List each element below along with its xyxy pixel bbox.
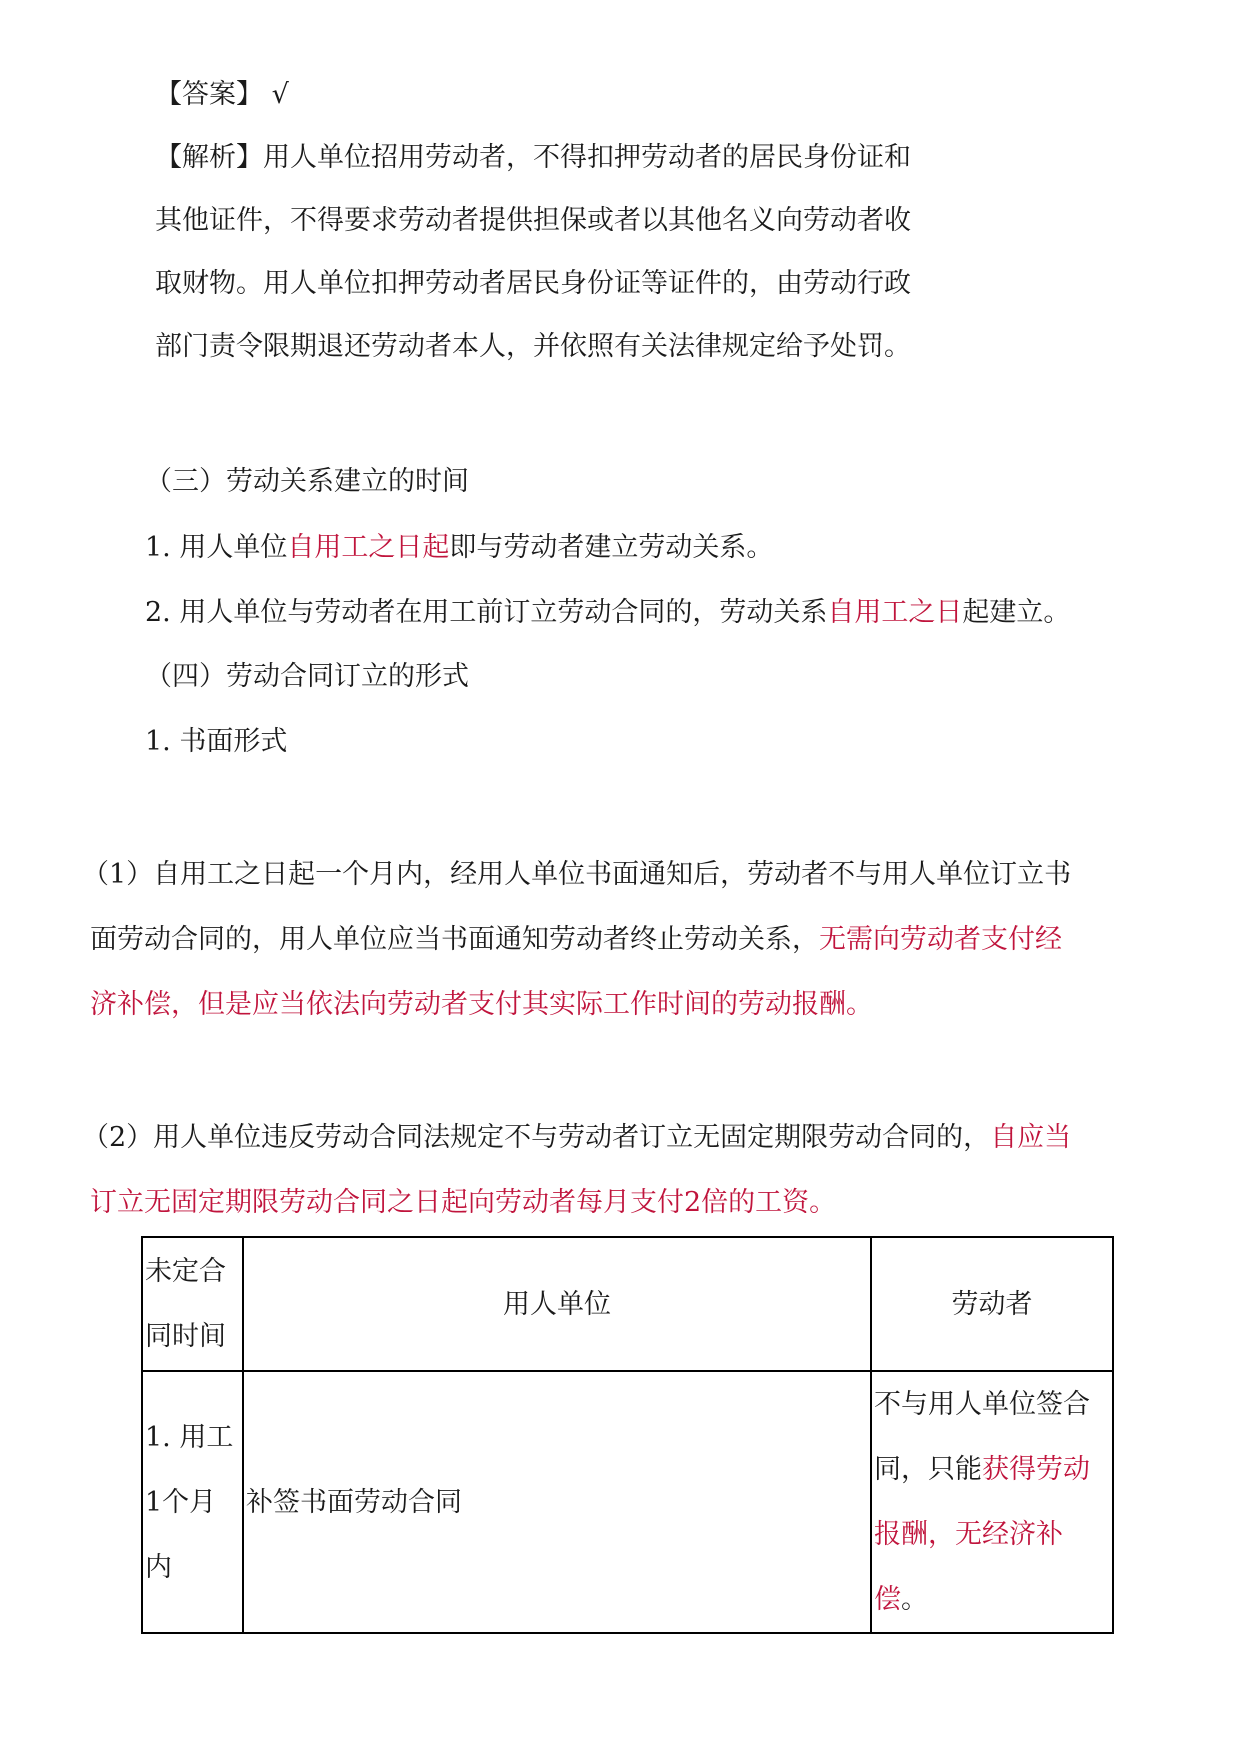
cell-employer: 补签书面劳动合同: [243, 1371, 871, 1633]
item1-suffix: 即与劳动者建立劳动关系。: [449, 532, 774, 563]
para1-line-2-red: 无需向劳动者支付经: [819, 924, 1062, 955]
item1-prefix: 1. 用人单位: [145, 532, 288, 563]
cell-period: 1. 用工1个月内: [142, 1371, 243, 1633]
cell-worker-end: 。: [901, 1584, 928, 1615]
table-row: [142, 1371, 1113, 1633]
answer-mark: √: [271, 79, 289, 110]
cell-worker-red: 获得劳动报酬，无经济补偿: [874, 1454, 1090, 1615]
item1-highlight: 自用工之日起: [287, 532, 450, 563]
item2-highlight: 自用工之日: [827, 597, 963, 628]
item2-suffix: 起建立。: [962, 597, 1071, 628]
header-period: 未定合同时间: [142, 1237, 243, 1371]
section3-item2: [145, 596, 1070, 630]
contract-timing-table: [141, 1236, 1114, 1634]
table-header-row: [142, 1237, 1113, 1371]
analysis-label: 【解析】: [155, 142, 263, 173]
para1-line-2-plain: 面劳动合同的，用人单位应当书面通知劳动者终止劳动关系，: [90, 924, 819, 955]
item2-prefix: 2. 用人单位与劳动者在用工前订立劳动合同的，劳动关系: [145, 597, 828, 628]
section4-sub1: 1. 书面形式: [145, 726, 288, 757]
section3-item1: [145, 531, 773, 565]
header-worker: 劳动者: [871, 1237, 1113, 1371]
para2-line-1: [82, 1121, 1071, 1155]
para1-line-3: 济补偿，但是应当依法向劳动者支付其实际工作时间的劳动报酬。: [90, 989, 873, 1020]
section4-heading: （四）劳动合同订立的形式: [145, 661, 469, 692]
analysis-line-2: 其他证件，不得要求劳动者提供担保或者以其他名义向劳动者收: [155, 205, 911, 236]
analysis-line-4: 部门责令限期退还劳动者本人，并依照有关法律规定给予处罚。: [155, 331, 911, 362]
section3-heading: （三）劳动关系建立的时间: [145, 466, 469, 497]
para1-line-2: [90, 923, 1062, 957]
para2-line-1-red: 自应当: [990, 1122, 1072, 1153]
para2-line-2: 订立无固定期限劳动合同之日起向劳动者每月支付2倍的工资。: [90, 1187, 837, 1218]
answer-label: 【答案】: [155, 79, 263, 110]
answer-line: [155, 78, 289, 112]
para2-line-1-plain: （2）用人单位违反劳动合同法规定不与劳动者订立无固定期限劳动合同的，: [82, 1122, 991, 1153]
cell-worker-plain: 不与用人单位签合同，只能: [874, 1389, 1090, 1485]
analysis-line-1: [155, 141, 911, 175]
analysis-text-1: 用人单位招用劳动者，不得扣押劳动者的居民身份证和: [263, 142, 911, 173]
header-employer: 用人单位: [243, 1237, 871, 1371]
analysis-line-3: 取财物。用人单位扣押劳动者居民身份证等证件的，由劳动行政: [155, 268, 911, 299]
para1-line-1: （1）自用工之日起一个月内，经用人单位书面通知后，劳动者不与用人单位订立书: [82, 859, 1072, 890]
cell-worker: [871, 1371, 1113, 1633]
